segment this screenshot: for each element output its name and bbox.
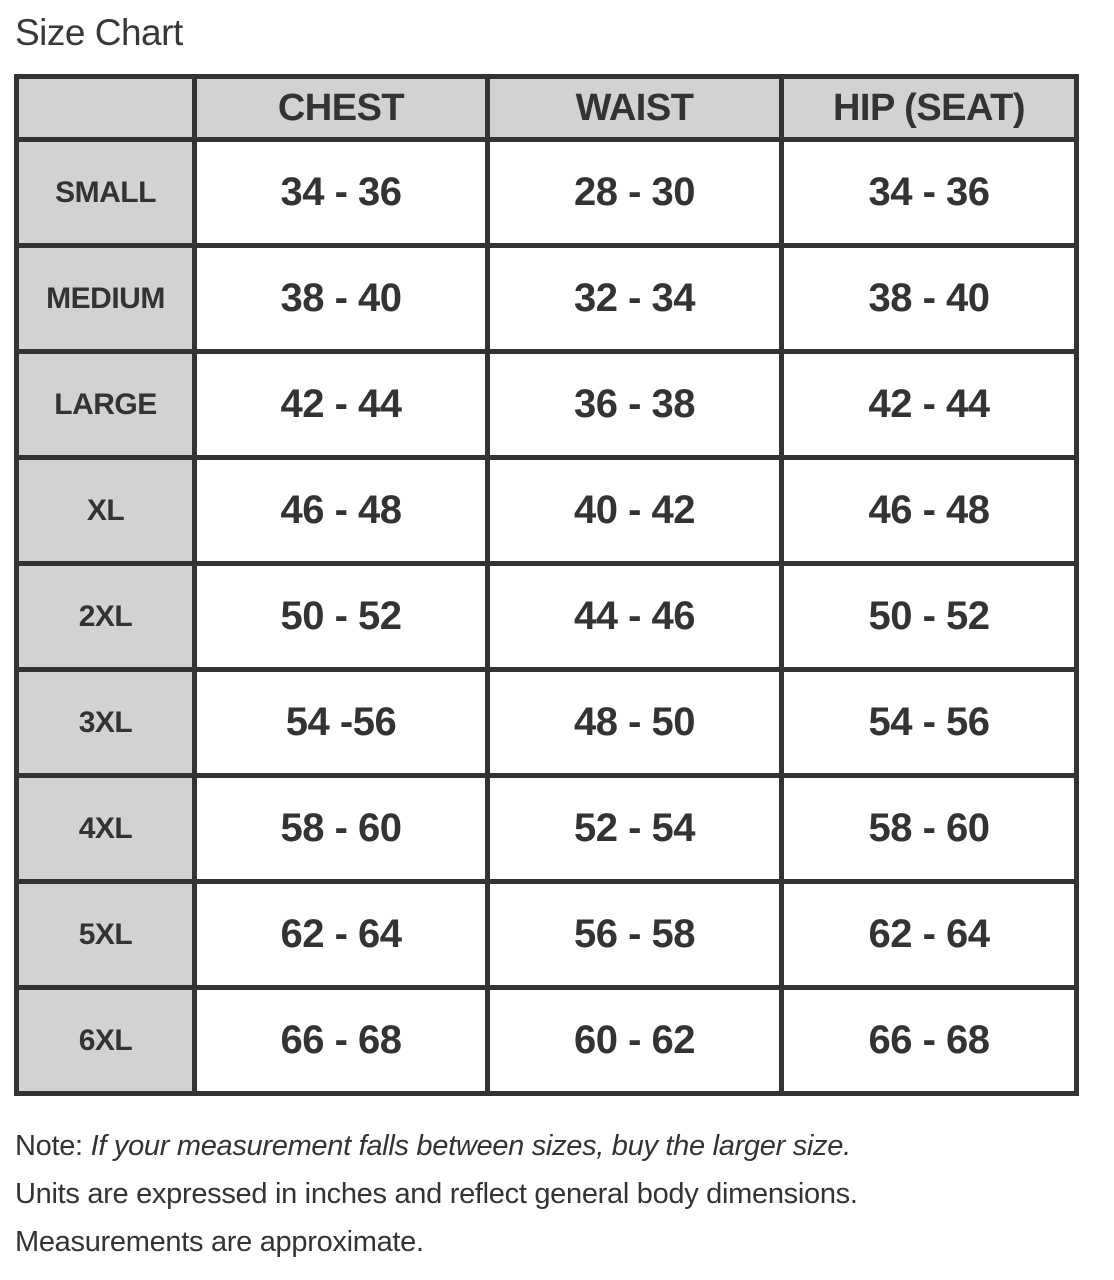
row-header-size: 3XL: [17, 670, 195, 776]
cell-chest: 38 - 40: [195, 246, 488, 352]
row-header-size: LARGE: [17, 352, 195, 458]
cell-waist: 40 - 42: [488, 458, 782, 564]
notes-block: [15, 1122, 858, 1266]
cell-chest: 62 - 64: [195, 882, 488, 988]
table-row: [17, 246, 1077, 352]
table-row: [17, 988, 1077, 1094]
row-header-size: 4XL: [17, 776, 195, 882]
table-row: [17, 458, 1077, 564]
column-header-hip: HIP (SEAT): [782, 77, 1077, 140]
table-row: [17, 352, 1077, 458]
cell-chest: 66 - 68: [195, 988, 488, 1094]
size-chart-table: [14, 74, 1079, 1096]
cell-chest: 42 - 44: [195, 352, 488, 458]
cell-hip: 42 - 44: [782, 352, 1077, 458]
cell-hip: 54 - 56: [782, 670, 1077, 776]
corner-cell: [17, 77, 195, 140]
cell-chest: 34 - 36: [195, 140, 488, 246]
table-body: [17, 140, 1077, 1094]
cell-hip: 66 - 68: [782, 988, 1077, 1094]
table-row: [17, 564, 1077, 670]
row-header-size: SMALL: [17, 140, 195, 246]
cell-hip: 34 - 36: [782, 140, 1077, 246]
page-title: Size Chart: [15, 12, 183, 53]
table-row: [17, 882, 1077, 988]
table-header-row: [17, 77, 1077, 140]
cell-hip: 62 - 64: [782, 882, 1077, 988]
cell-waist: 60 - 62: [488, 988, 782, 1094]
column-header-chest: CHEST: [195, 77, 488, 140]
note-line-1: [15, 1122, 858, 1170]
cell-waist: 48 - 50: [488, 670, 782, 776]
cell-chest: 46 - 48: [195, 458, 488, 564]
cell-hip: 46 - 48: [782, 458, 1077, 564]
note-line-2: Units are expressed in inches and reflect general body dimensions.: [15, 1178, 858, 1210]
cell-waist: 52 - 54: [488, 776, 782, 882]
cell-waist: 36 - 38: [488, 352, 782, 458]
row-header-size: 6XL: [17, 988, 195, 1094]
table-row: [17, 670, 1077, 776]
cell-hip: 58 - 60: [782, 776, 1077, 882]
row-header-size: XL: [17, 458, 195, 564]
table-row: [17, 776, 1077, 882]
cell-chest: 54 -56: [195, 670, 488, 776]
row-header-size: MEDIUM: [17, 246, 195, 352]
cell-waist: 28 - 30: [488, 140, 782, 246]
cell-chest: 50 - 52: [195, 564, 488, 670]
note-emphasis: If your measurement falls between sizes, buy the larger size.: [90, 1130, 851, 1162]
cell-hip: 38 - 40: [782, 246, 1077, 352]
row-header-size: 2XL: [17, 564, 195, 670]
table-row: [17, 140, 1077, 246]
cell-waist: 32 - 34: [488, 246, 782, 352]
row-header-size: 5XL: [17, 882, 195, 988]
cell-waist: 44 - 46: [488, 564, 782, 670]
note-line-3: Measurements are approximate.: [15, 1226, 424, 1258]
cell-chest: 58 - 60: [195, 776, 488, 882]
note-label: Note:: [15, 1130, 83, 1162]
cell-hip: 50 - 52: [782, 564, 1077, 670]
cell-waist: 56 - 58: [488, 882, 782, 988]
column-header-waist: WAIST: [488, 77, 782, 140]
